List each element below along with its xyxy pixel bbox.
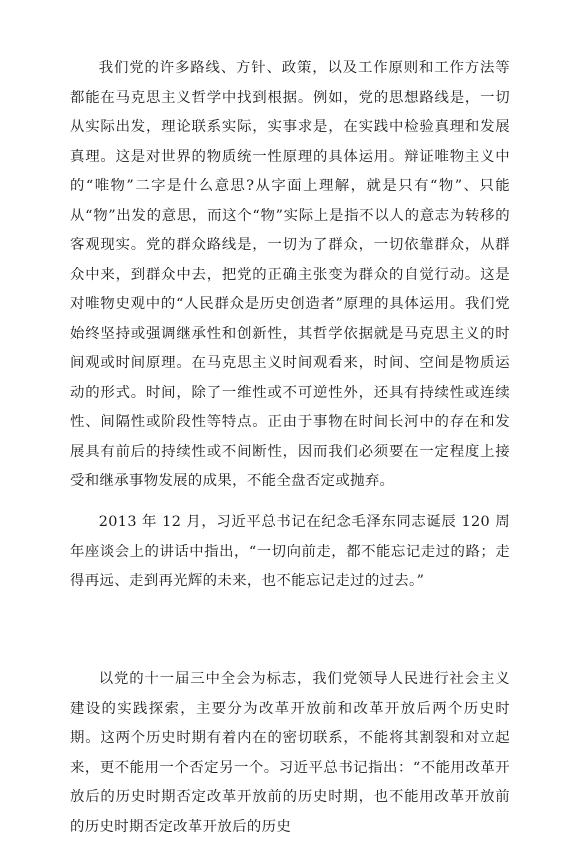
paragraph-speech-quote: 2013 年 12 月，习近平总书记在纪念毛泽东同志诞辰 120 周年座谈会上的讲话中指出，“一切向前走，都不能忘记走过的路；走得再远、走到再光辉的未来，也不能忘记走过的过去。” xyxy=(70,514,510,589)
paragraph-two-historical-periods: 以党的十一届三中全会为标志，我们党领导人民进行社会主义建设的实践探索，主要分为改革开放前和改革开放后两个历史时期。这两个历史时期有着内在的密切联系，不能将其割裂和对立起来，更不能用一个否定另一个。习近平总书记指出：“不能用改革开放后的历史时期否定改革开放前的历史时期，也不能用改革开放前的历史时期否定改革开放后的历史 xyxy=(70,671,510,835)
paragraph-philosophy-basis: 我们党的许多路线、方针、政策，以及工作原则和工作方法等都能在马克思主义哲学中找到根据。例如，党的思想路线是，一切从实际出发，理论联系实际，实事求是，在实践中检验真理和发展真理。这是对世界的物质统一性原理的具体运用。辩证唯物主义中的“唯物”二字是什么意思?从字面上理解，就是只有“物”、只能从“物”出发的意思，而这个“物”实际上是指不以人的意志为转移的客观现实。党的群众路线是，一切为了群众，一切依靠群众，从群众中来，到群众中去，把党的正确主张变为群众的自觉行动。这是对唯物史观中的“人民群众是历史创造者”原理的具体运用。我们党始终坚持或强调继承性和创新性，其哲学依据就是马克思主义的时间观或时间原理。在马克思主义时间观看来，时间、空间是物质运动的形式。时间，除了一维性或不可逆性外，还具有持续性或连续性、间隔性或阶段性等特点。正由于事物在时间长河中的存在和发展具有前后的持续性或不间断性，因而我们必须要在一定程度上接受和继承事物发展的成果，不能全盘否定或抛弃。 xyxy=(70,60,510,489)
